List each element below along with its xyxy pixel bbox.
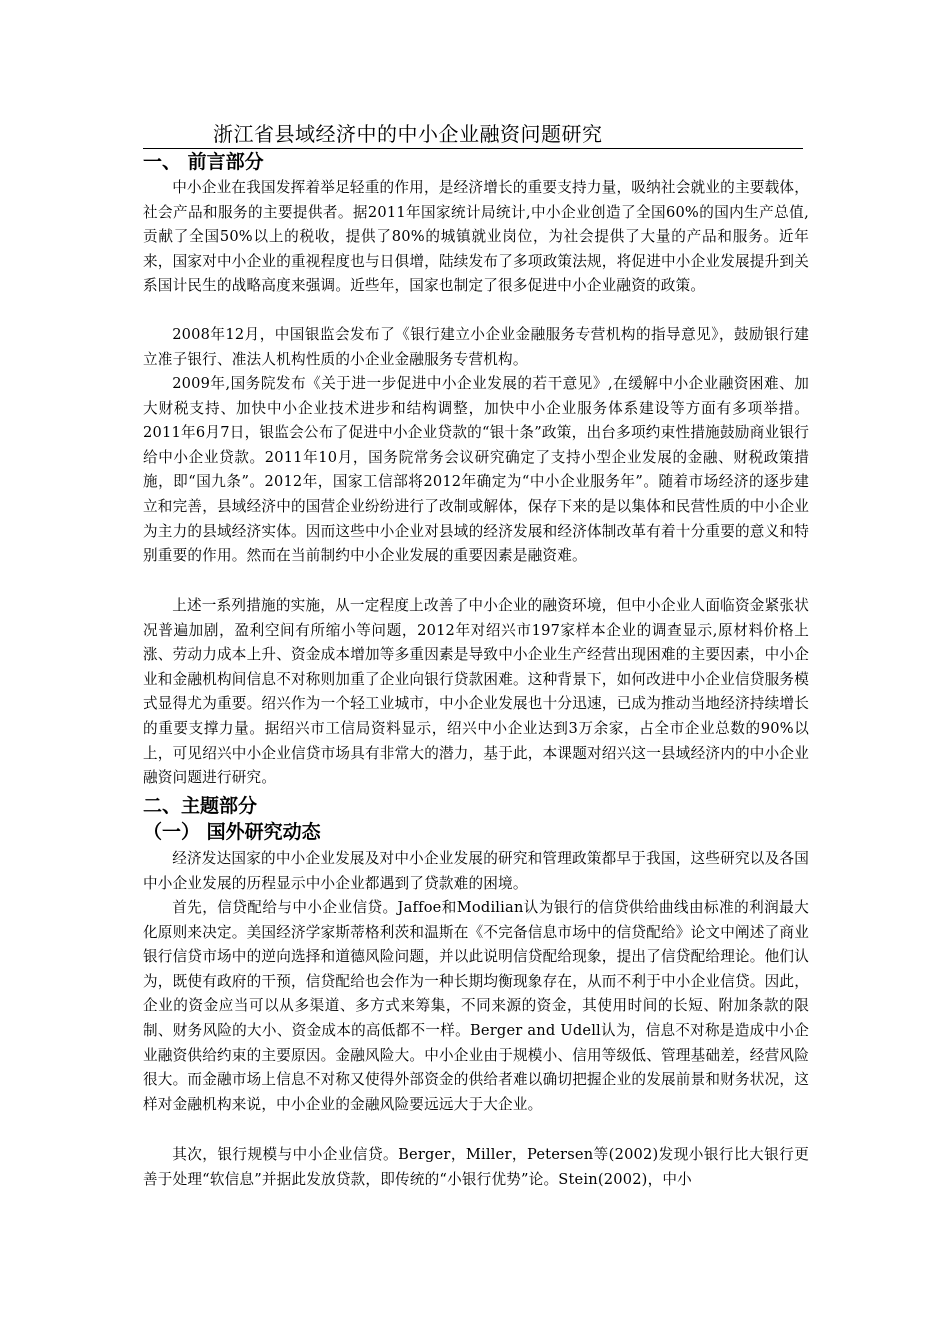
paragraph-preface-3: 2009年,国务院发布《关于进一步促进中小企业发展的若干意见》,在缓解中小企业融资困难、加大财税支持、加快中小企业技术进步和结构调整，加快中小企业服务体系建设等方面有多项举措。2011年6月7日，银监会公布了促进中小企业贷款的“银十条”政策，出台多项约束性措施鼓励商业银行给中小企业贷款。2011年10月，国务院常务会议研究确定了支持小型企业发展的金融、财税政策措施，即“国九条”。2012年，国家工信部将2012年确定为“中小企业服务年”。随着市场经济的逐步建立和完善，县域经济中的国营企业纷纷进行了改制或解体，保存下来的是以集体和民营性质的中小企业为主力的县域经济实体。因而这些中小企业对县域的经济发展和经济体制改革有着十分重要的意义和特别重要的作用。然而在当前制约中小企业发展的重要因素是融资难。 <box>143 375 809 565</box>
paragraph-main-1: 经济发达国家的中小企业发展及对中小企业发展的研究和管理政策都早于我国，这些研究以及各国中小企业发展的历程显示中小企业都遇到了贷款难的困境。 <box>143 850 809 892</box>
section-heading-main: 二、主题部分 <box>143 795 258 817</box>
paragraph-preface-2: 2008年12月，中国银监会发布了《银行建立小企业金融服务专营机构的指导意见》，鼓励银行建立准子银行、准法人机构性质的小企业金融服务专营机构。 <box>143 326 809 368</box>
paragraph-main-3: 其次，银行规模与中小企业信贷。Berger，Miller，Petersen等(2002)发现小银行比大银行更善于处理“软信息”并据此发放贷款，即传统的“小银行优势”论。Stein(2002)，中小 <box>143 1146 809 1188</box>
paragraph-preface-1: 中小企业在我国发挥着举足轻重的作用，是经济增长的重要支持力量，吸纳社会就业的主要载体，社会产品和服务的主要提供者。据2011年国家统计局统计,中小企业创造了全国60%的国内生产总值,贡献了全国50%以上的税收，提供了80%的城镇就业岗位，为社会提供了大量的产品和服务。近年来，国家对中小企业的重视程度也与日俱增，陆续发布了多项政策法规，将促进中小企业发展提升到关系国计民生的战略高度来强调。近些年，国家也制定了很多促进中小企业融资的政策。 <box>143 179 809 295</box>
section-heading-preface: 一、 前言部分 <box>143 151 264 173</box>
subsection-heading-foreign-research: （一） 国外研究动态 <box>143 821 321 843</box>
document-title: 浙江省县域经济中的中小企业融资问题研究 <box>143 120 803 149</box>
paragraph-preface-4: 上述一系列措施的实施，从一定程度上改善了中小企业的融资环境，但中小企业人面临资金紧张状况普遍加剧，盈利空间有所缩小等问题，2012年对绍兴市197家样本企业的调查显示,原材料价格上涨、劳动力成本上升、资金成本增加等多重因素是导致中小企业生产经营出现困难的主要因素，中小企业和金融机构间信息不对称则加重了企业向银行贷款困难。这种背景下，如何改进中小企业信贷服务模式显得尤为重要。绍兴作为一个轻工业城市，中小企业发展也十分迅速，已成为推动当地经济持续增长的重要支撑力量。据绍兴市工信局资料显示，绍兴中小企业达到3万余家，占全市企业总数的90%以上，可见绍兴中小企业信贷市场具有非常大的潜力，基于此，本课题对绍兴这一县域经济内的中小企业融资问题进行研究。 <box>143 597 809 787</box>
paragraph-main-2: 首先，信贷配给与中小企业信贷。Jaffoe和Modilian认为银行的信贷供给曲线由标准的利润最大化原则来决定。美国经济学家斯蒂格利茨和温斯在《不完备信息市场中的信贷配给》论文中阐述了商业银行信贷市场中的逆向选择和道德风险问题，并以此说明信贷配给现象，提出了信贷配给理论。他们认为，既使有政府的干预，信贷配给也会作为一种长期均衡现象存在，从而不利于中小企业信贷。因此，企业的资金应当可以从多渠道、多方式来筹集，不同来源的资金，其使用时间的长短、附加条款的限制、财务风险的大小、资金成本的高低都不一样。Berger and Udell认为，信息不对称是造成中小企业融资供给约束的主要原因。金融风险大。中小企业由于规模小、信用等级低、管理基础差，经营风险很大。而金融市场上信息不对称又使得外部资金的供给者难以确切把握企业的发展前景和财务状况，这样对金融机构来说，中小企业的金融风险要远远大于大企业。 <box>143 899 809 1113</box>
